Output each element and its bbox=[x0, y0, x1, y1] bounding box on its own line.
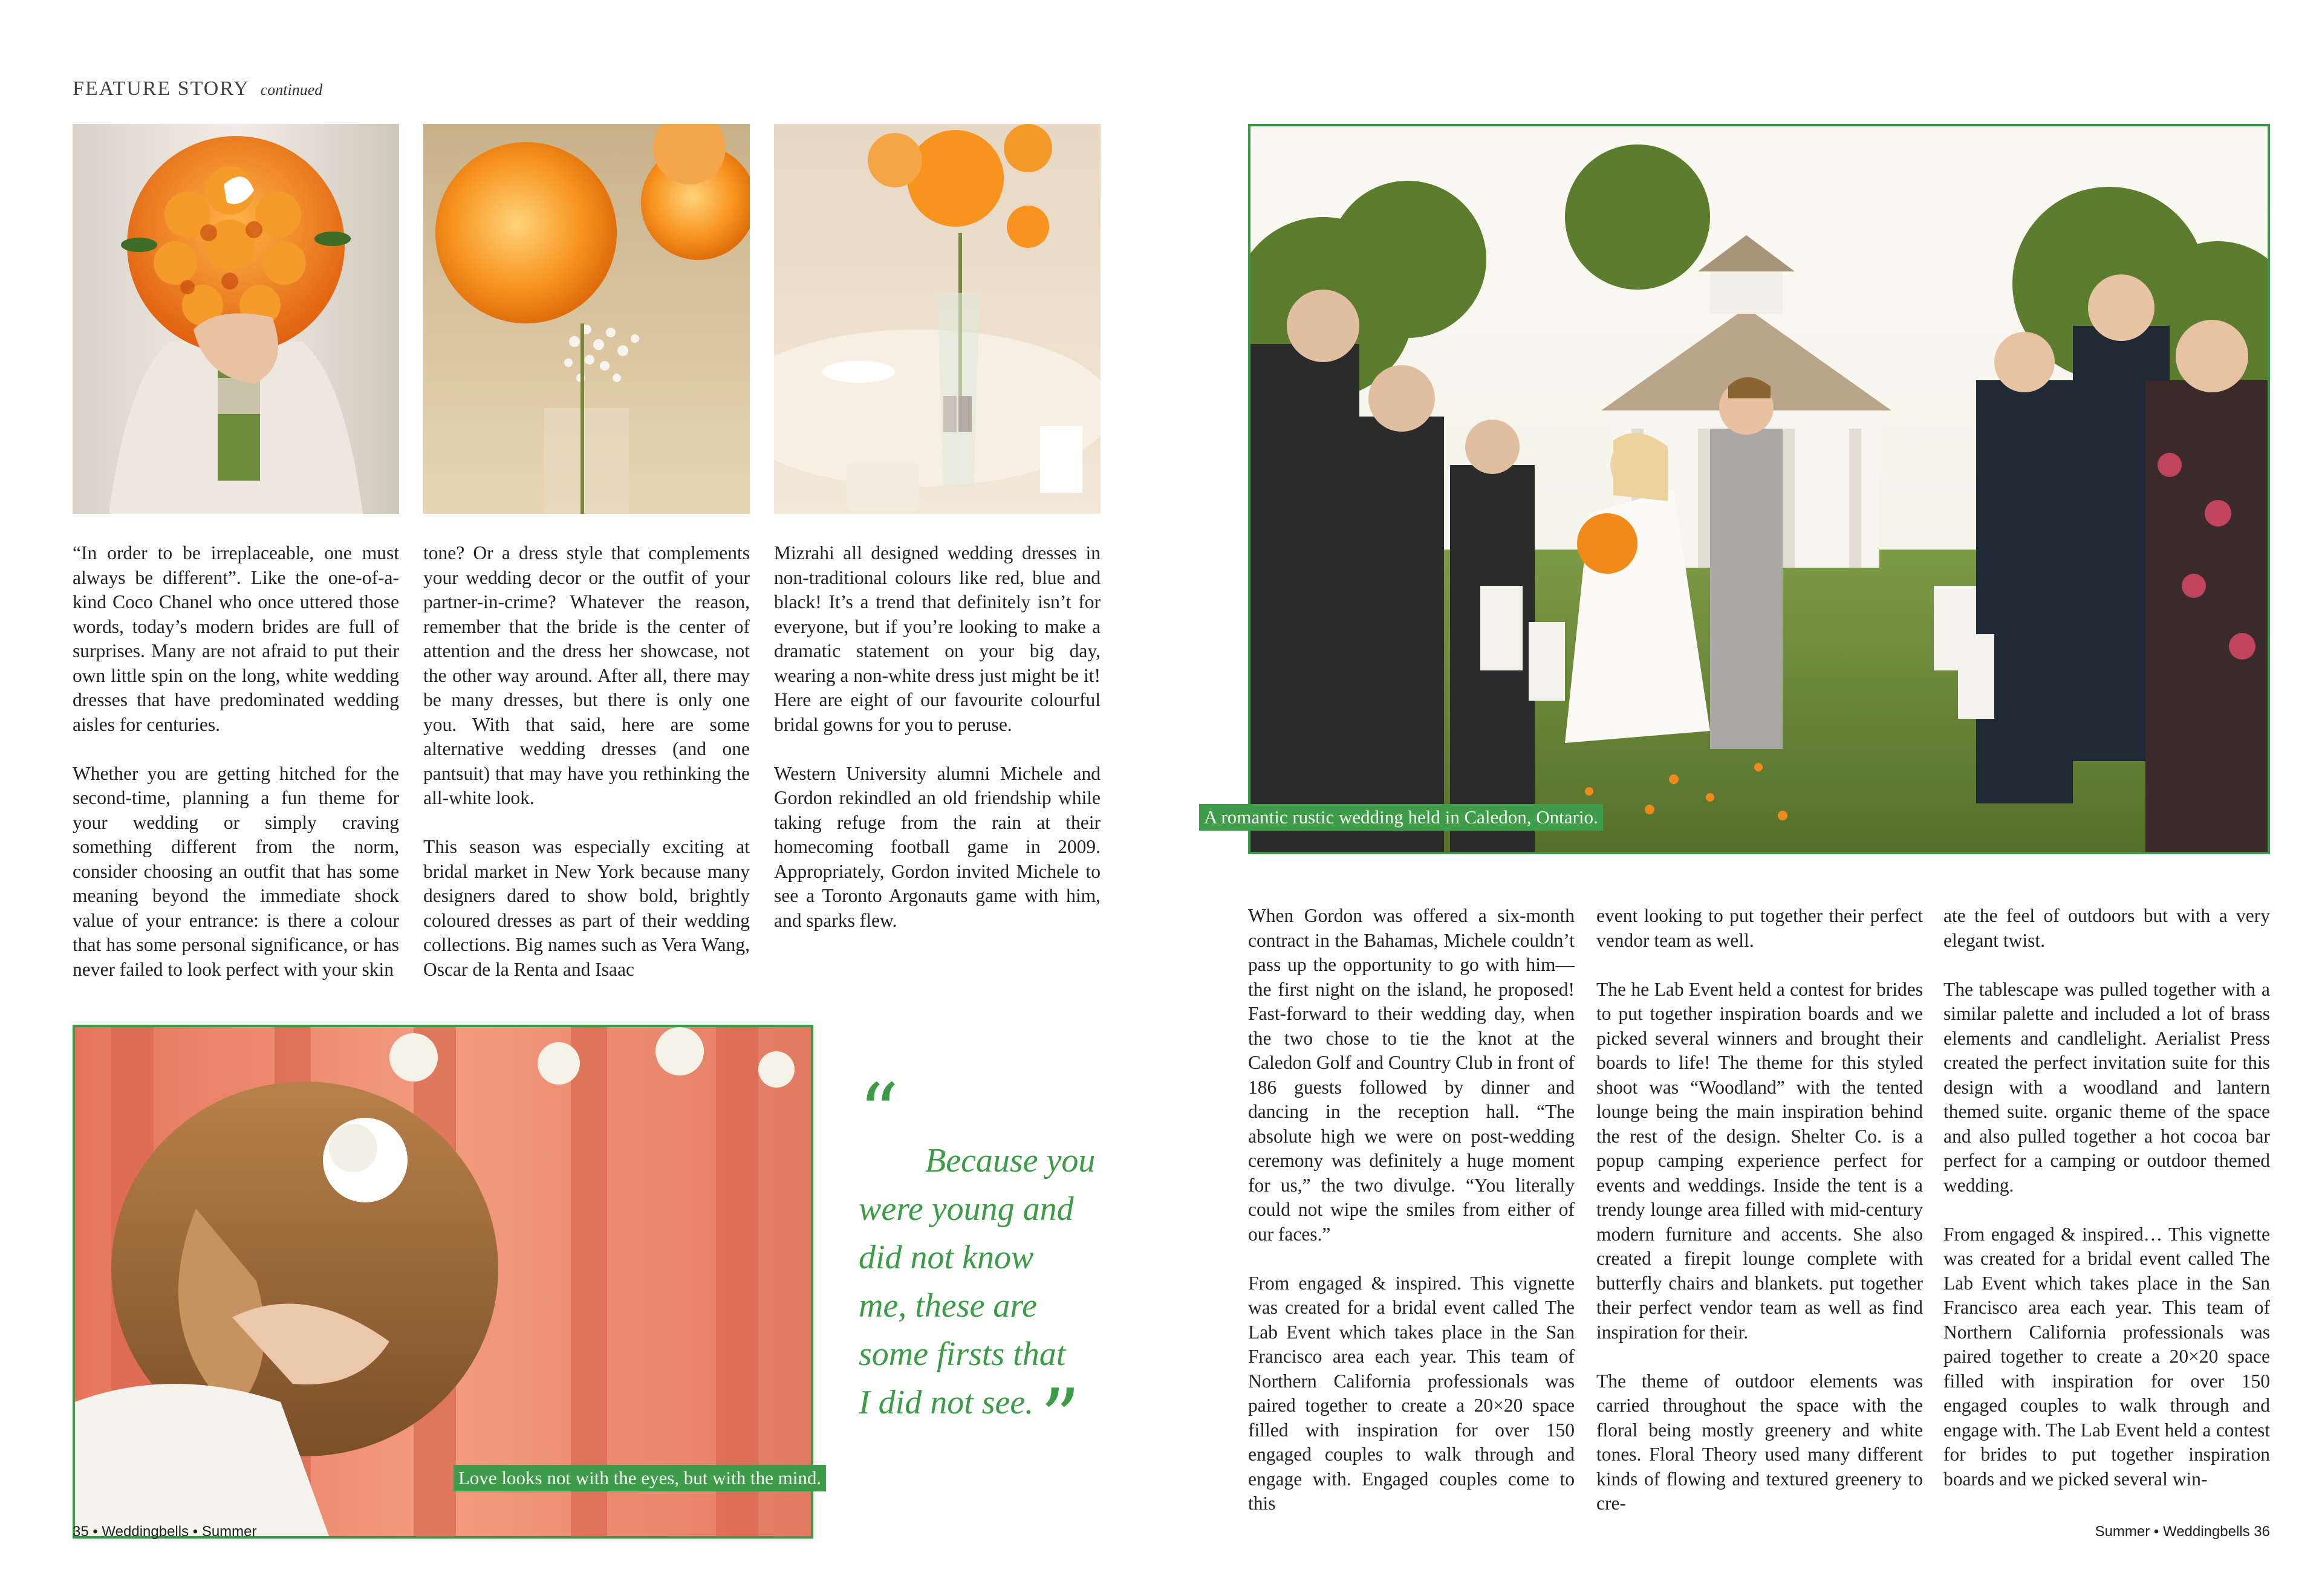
paragraph: The tablescape was pulled together with a similar palette and included a lot of brass elements and candlelight. Aerialist Press created the perfect invitation suite for this design with a woodland and lantern themed suite. organic theme of the space and also pulled together a hot cocoa bar perfect for a camping or outdoor themed wedding. bbox=[1943, 978, 2270, 1196]
paragraph: ate the feel of outdoors but with a very elegant twist. bbox=[1943, 905, 2270, 951]
bottom-photo-caption: Love looks not with the eyes, but with the mind. bbox=[454, 1465, 826, 1491]
pull-quote-line: were young and bbox=[859, 1190, 1074, 1228]
right-text-column-2 bbox=[1596, 904, 1923, 1516]
paragraph: From engaged & inspired… This vignette was created for a bridal event called The Lab Event which takes place in the San Francisco area each year. This team of Northern California professionals was paired together to create a 20×20 space filled with inspiration for over 150 engaged couples to walk through and engage with. The Lab Event held a contest for brides to put together inspiration boards and we picked several win- bbox=[1943, 1223, 2270, 1490]
paragraph: From engaged & inspired. This vignette was created for a bridal event called The Lab Event which takes place in the San Francisco area each year. This team of Northern California professionals was paired together to create a 20×20 space filled with inspiration for over 150 engaged couples to walk through and engage with. Engaged couples come to this bbox=[1248, 1272, 1575, 1514]
paragraph: When Gordon was offered a six-month contract in the Bahamas, Michele couldn’t pass up the opportunity to go with him—the first night on the island, he proposed! Fast-forward to their wedding day, when the two chose to tie the knot at the Caledon Golf and Country Club in front of 186 guests followed by dinner and dancing in the reception hall. “The absolute high we were on post-wedding ceremony was definitely a huge moment for us,” the two divulge. “You literally could not wipe the smiles from either of our faces.” bbox=[1248, 905, 1575, 1245]
section-title: FEATURE STORY bbox=[73, 77, 250, 100]
section-header bbox=[73, 77, 322, 100]
pull-quote-line: some firsts that bbox=[859, 1335, 1066, 1373]
right-text-column-1 bbox=[1248, 904, 1575, 1516]
left-text-column-2 bbox=[423, 541, 750, 982]
paragraph: The he Lab Event held a contest for brides to put together inspiration boards and we picked several winners and brought their boards to life! The theme for this styled shoot was “Woodland” with the tented lounge being the main inspiration behind the rest of the design. Shelter Co. is a popup camping experience perfect for events and weddings. Inside the tent is a trendy lounge area filled with mid-century modern furniture and accents. She also created a firepit lounge complete with butterfly chairs and blankets. put together their perfect vendor team as well as find inspiration for their. bbox=[1596, 978, 1923, 1343]
left-text-column-3 bbox=[774, 541, 1101, 933]
pull-quote-line: I did not see. bbox=[859, 1384, 1034, 1421]
pull-quote-line: me, these are bbox=[859, 1287, 1037, 1325]
paragraph: event looking to put together their perfect vendor team as well. bbox=[1596, 905, 1923, 951]
left-text-column-1 bbox=[73, 541, 399, 982]
continued-label: continued bbox=[260, 81, 323, 99]
paragraph: Mizrahi all designed wedding dresses in non-traditional colours like red, blue and black! It’s a trend that definitely isn’t for everyone, but if you’re looking to make a dramatic statement on your big day, wearing a non-white dress just might be it! Here are eight of our favourite colourful bridal gowns for you to peruse. bbox=[774, 542, 1101, 735]
close-quote-mark: ” bbox=[1040, 1372, 1081, 1464]
orange-roses-photo bbox=[423, 124, 750, 514]
paragraph: The theme of outdoor elements was carried throughout the space with the floral being mostly greenery and white tones. Floral Theory used many different kinds of flowing and textured greenery to cre- bbox=[1596, 1370, 1923, 1514]
flower-girl-photo bbox=[73, 1025, 813, 1539]
paragraph: tone? Or a dress style that complements your wedding decor or the outfit of your partner-in-crime? Whatever the reason, remember that the bride is the center of attention and the dress her showcase, not the other way around. After all, there may be many dresses, but there is only one you. With that said, here are some alternative wedding dresses (and one pantsuit) that may have you rethinking the all-white look. bbox=[423, 542, 750, 808]
pull-quote-line: did not know bbox=[859, 1239, 1034, 1276]
wedding-recessional-photo bbox=[1248, 124, 2270, 854]
right-text-column-3 bbox=[1943, 904, 2270, 1491]
paragraph: This season was especially exciting at bridal market in New York because many designers dared to show bold, brightly coloured dresses as part of their wedding collections. Big names such as Vera Wang, Oscar de la Renta and Isaac bbox=[423, 836, 750, 980]
pull-quote-line: Because you bbox=[925, 1142, 1096, 1179]
left-folio: 35 • Weddingbells • Summer bbox=[73, 1523, 257, 1540]
open-quote-mark: “ bbox=[859, 1066, 899, 1158]
main-photo-caption: A romantic rustic wedding held in Caledon, Ontario. bbox=[1199, 804, 1603, 831]
right-folio: Summer • Weddingbells 36 bbox=[2095, 1523, 2270, 1540]
paragraph: “In order to be irreplaceable, one must always be different”. Like the one-of-a-kind Coco Chanel who once uttered those words, today’s modern brides are full of surprises. Many are not afraid to put their own little spin on the long, white wedding dresses that have predominated wedding aisles for centuries. bbox=[73, 542, 399, 735]
paragraph: Whether you are getting hitched for the second-time, planning a fun theme for your wedding or simply craving something different from the norm, consider choosing an outfit that has some meaning beyond the immediate shock value of your entrance: is there a colour that has some personal significance, or has never failed to look perfect with your skin bbox=[73, 762, 399, 980]
bridal-bouquet-photo bbox=[73, 124, 399, 514]
table-centerpiece-photo bbox=[774, 124, 1101, 514]
paragraph: Western University alumni Michele and Gordon rekindled an old friendship while taking refuge from the rain at their homecoming football game in 2009. Appropriately, Gordon invited Michele to see a Toronto Argonauts game with him, and sparks flew. bbox=[774, 762, 1101, 931]
